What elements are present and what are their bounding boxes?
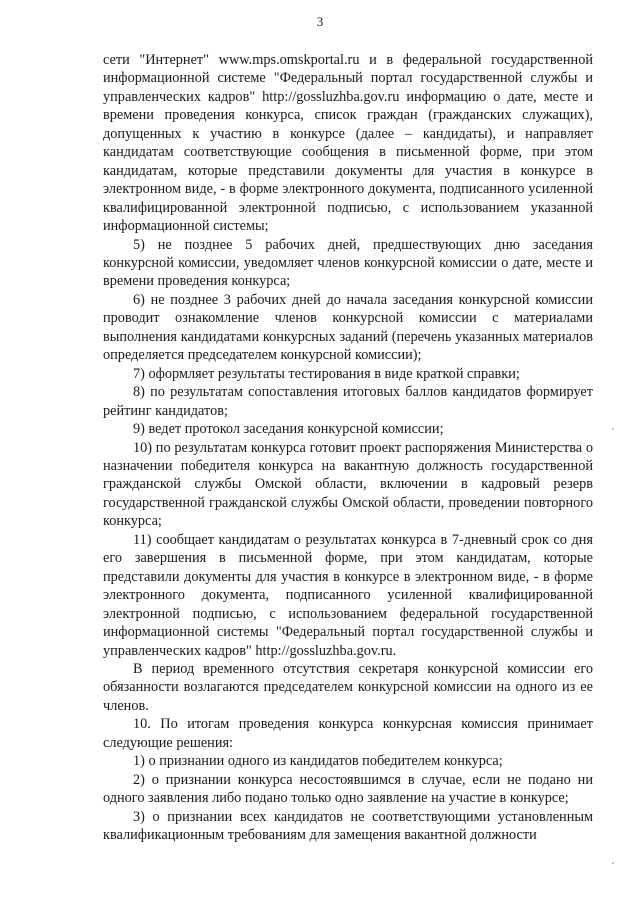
paragraph-decision-3: 3) о признании всех кандидатов не соответствующими установленным квалификационным требованиям для замещения вакантной должности	[103, 808, 593, 844]
paragraph-item-11: 11) сообщает кандидатам о результатах конкурса в 7-дневный срок со дня его завершения в письменной форме, при этом кандидатам, которые представили документы для участия в конкурсе в электронном виде, - в форме электронного документа, подписанного усиленной квалифицированной электронной подписью, с использованием федеральной государственной информационной системы "Федеральный портал государственной службы и управленческих кадров" http://gossluzhba.gov.ru.	[103, 531, 593, 659]
paragraph-decision-1: 1) о признании одного из кандидатов победителем конкурса;	[133, 753, 503, 770]
paragraph-item-5: 5) не позднее 5 рабочих дней, предшествующих дню заседания конкурсной комиссии, уведомляет членов конкурсной комиссии о дате, месте и времени проведения конкурса;	[103, 236, 593, 290]
paragraph-secretary-absence: В период временного отсутствия секретаря конкурсной комиссии его обязанности возлагаются председателем конкурсной комиссии на одного из ее членов.	[103, 660, 593, 714]
paragraph-decision-2: 2) о признании конкурса несостоявшимся в случае, если не подано ни одного заявления либо подано только одно заявление на участие в конкурсе;	[103, 771, 593, 807]
scan-speck	[612, 428, 614, 430]
paragraph-item-10: 10) по результатам конкурса готовит проект распоряжения Министерства о назначении победителя конкурса на вакантную должность государственной гражданской службы Омской области, включении в кадровый резерв государственной гражданской службы Омской области, проведении повторного конкурса;	[103, 439, 593, 530]
paragraph-item-7: 7) оформляет результаты тестирования в виде краткой справки;	[133, 365, 520, 382]
scan-speck	[612, 862, 614, 864]
page-number: 3	[316, 14, 324, 29]
paragraph-section-10: 10. По итогам проведения конкурса конкурсная комиссия принимает следующие решения:	[103, 716, 593, 751]
paragraph-item-9: 9) ведет протокол заседания конкурсной комиссии;	[133, 421, 444, 438]
paragraph-item-8: 8) по результатам сопоставления итоговых баллов кандидатов формирует рейтинг кандидатов;	[103, 384, 593, 419]
paragraph-item-6: 6) не позднее 3 рабочих дней до начала заседания конкурсной комиссии проводит ознакомление членов конкурсной комиссии с материалами выполнения кандидатами конкурсных заданий (перечень указанных материалов определяется председателем конкурсной комиссии);	[103, 291, 593, 364]
document-body	[103, 51, 593, 844]
paragraph-continuation: сети "Интернет" www.mps.omskportal.ru и в федеральной государственной информационной системе "Федеральный портал государственной службы и управленческих кадров" http://gossluzhba.gov.ru информацию о дате, месте и времени проведения конкурса, список граждан (гражданских служащих), допущенных к участию в конкурсе (далее – кандидаты), и направляет кандидатам соответствующие сообщения в письменной форме, при этом кандидатам, которые представили документы для участия в конкурсе в электронном виде, - в форме электронного документа, подписанного усиленной квалифицированной электронной подписью, с использованием указанной информационной системы;	[103, 52, 593, 235]
